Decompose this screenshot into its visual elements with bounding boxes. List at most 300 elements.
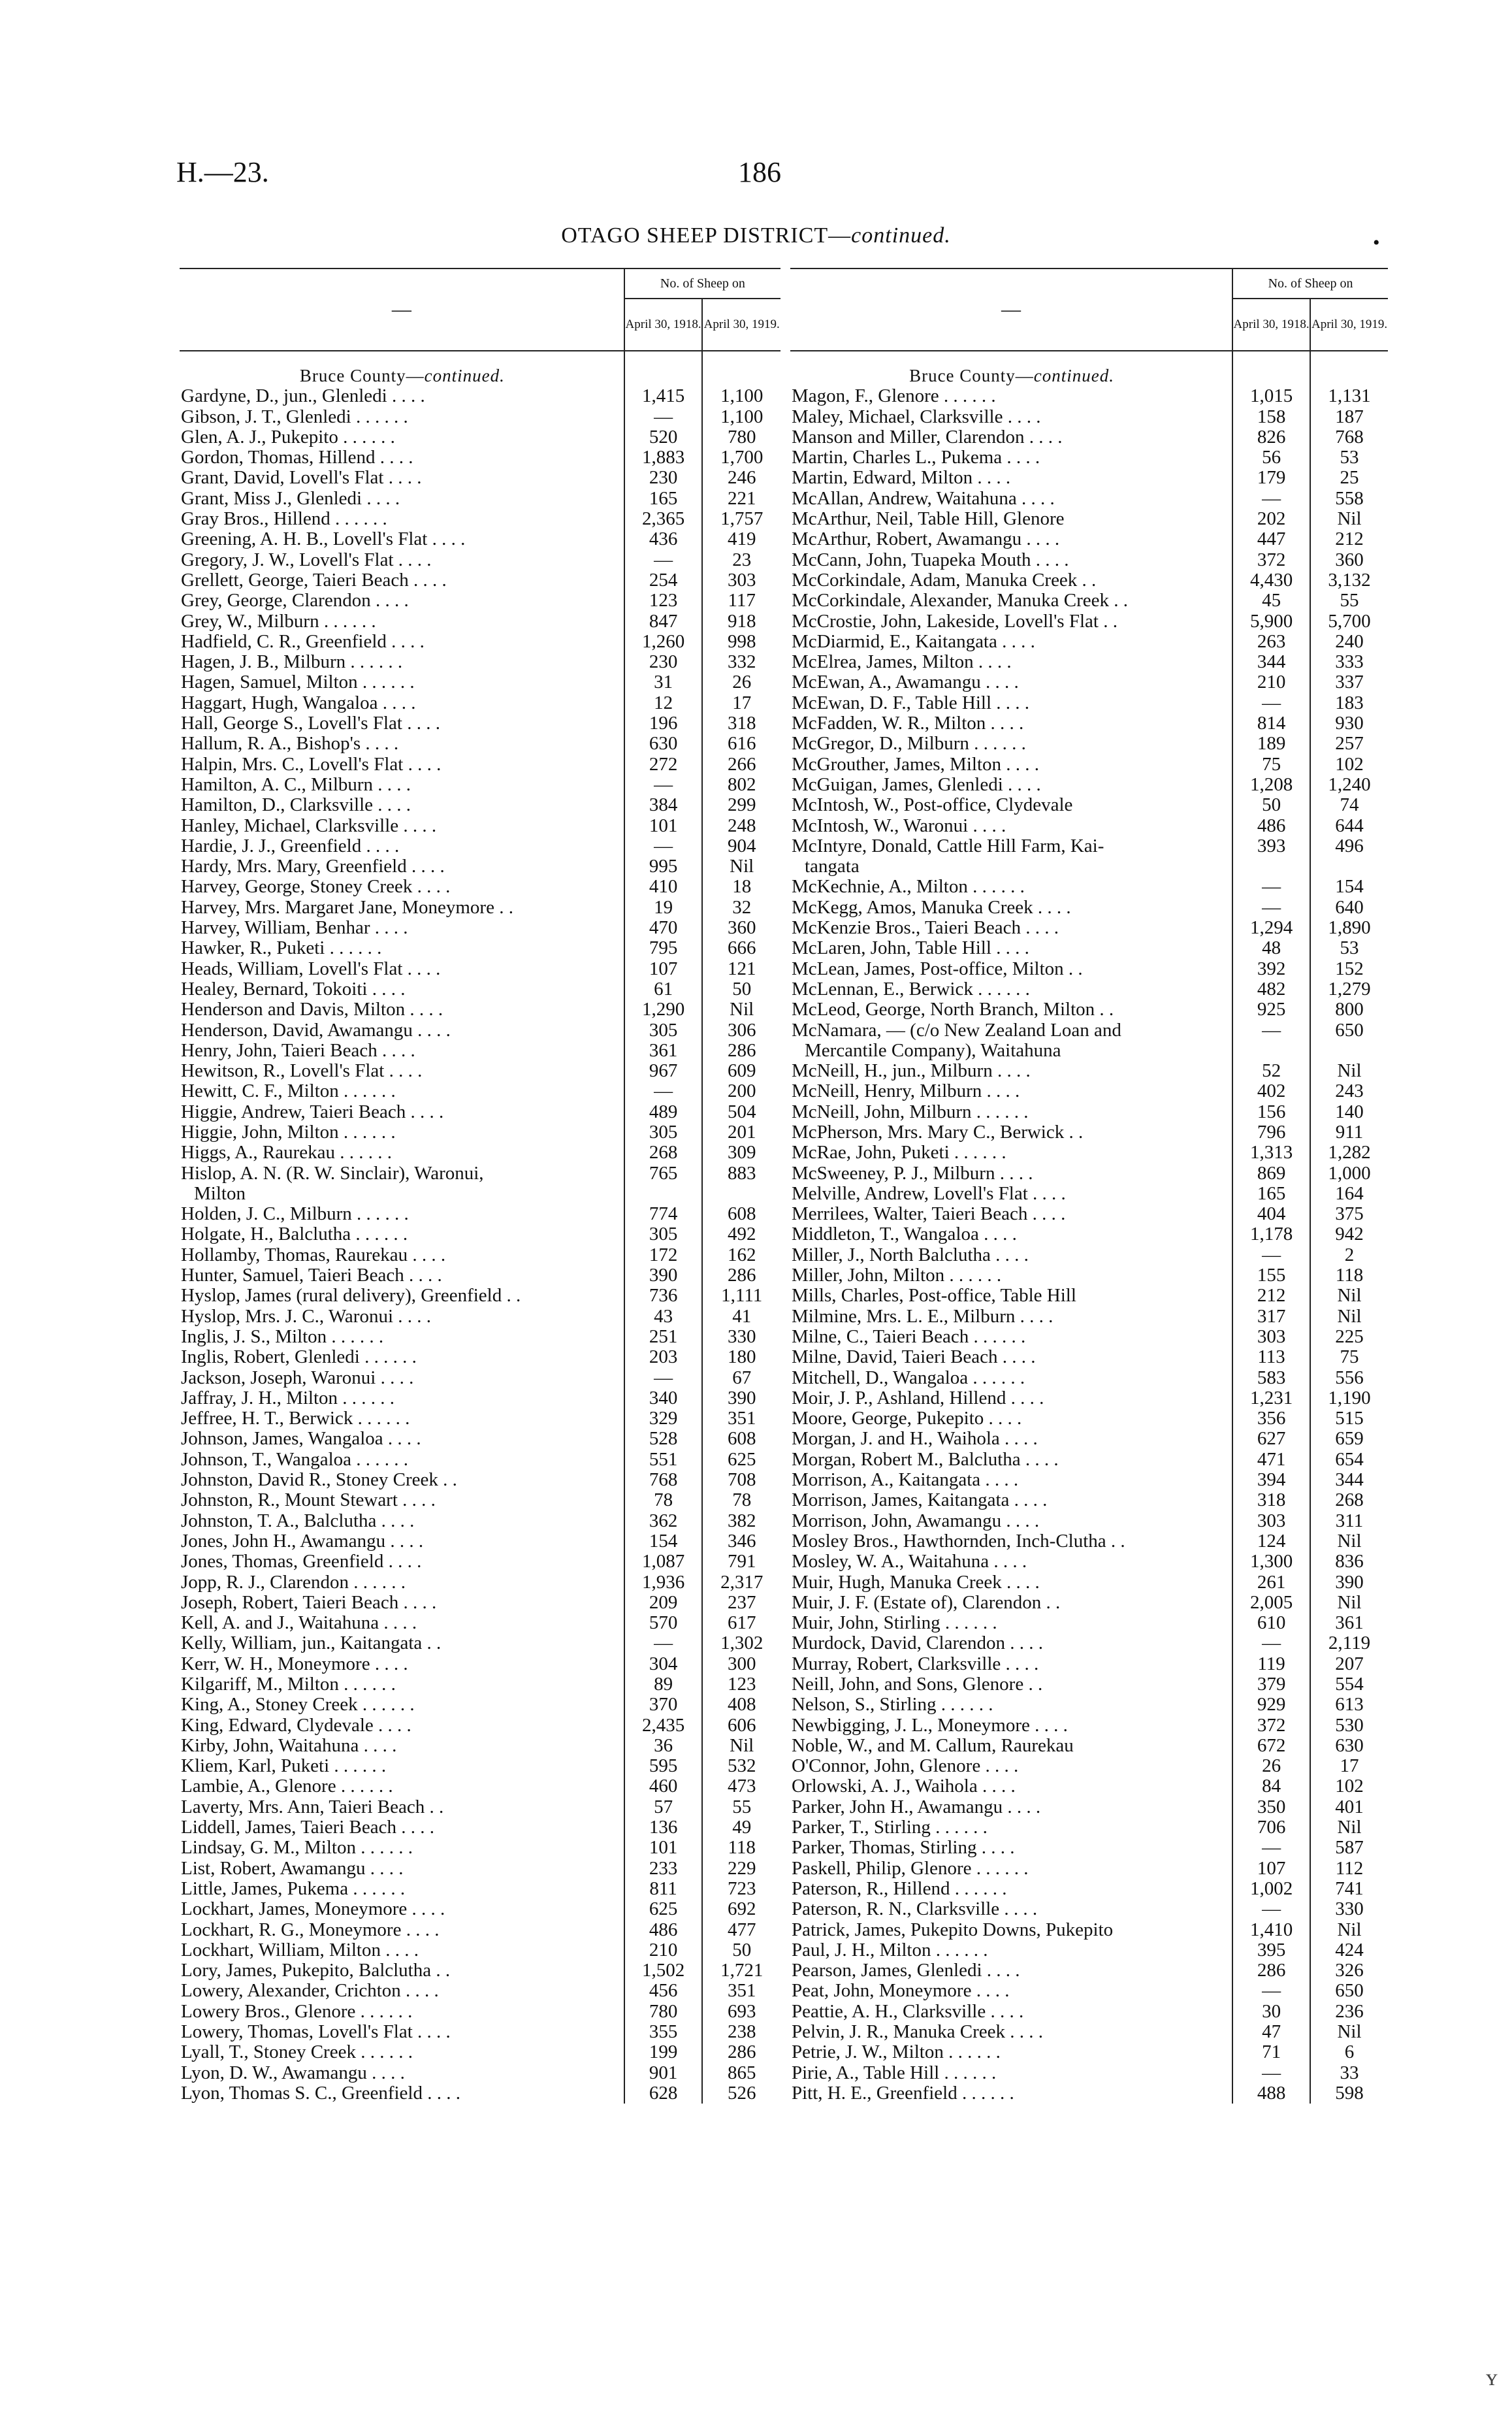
owner-name: Mills, Charles, Post-office, Table Hill: [792, 1286, 1076, 1307]
table-row: [790, 856, 1388, 877]
sheep-1918: 362: [624, 1511, 703, 1531]
owner-name: Grey, W., Milburn . . . . . .: [181, 611, 376, 632]
table-row: [180, 1041, 780, 1061]
table-row: [790, 1245, 1388, 1265]
table-row: [180, 2002, 780, 2022]
owner-name: McCrostie, John, Lakeside, Lovell's Flat . .: [792, 611, 1118, 632]
sheep-1918: 179: [1232, 468, 1310, 488]
table-row: [790, 1654, 1388, 1674]
owner-name: McGrouther, James, Milton . . . .: [792, 754, 1040, 775]
sheep-1919: 1,279: [1310, 979, 1388, 1000]
sheep-1919: 768: [1310, 427, 1388, 447]
sheep-1918: 551: [624, 1450, 703, 1470]
sheep-1919: 654: [1310, 1450, 1388, 1470]
table-row: [180, 2083, 780, 2104]
sheep-1918: 1,936: [624, 1572, 703, 1593]
sheep-1918: —: [1232, 1838, 1310, 1858]
sheep-1918: 230: [624, 652, 703, 672]
sheep-1918: 470: [624, 918, 703, 938]
table-row: [790, 1429, 1388, 1449]
owner-name: Mitchell, D., Wangaloa . . . . . .: [792, 1367, 1025, 1388]
owner-name: McIntosh, W., Waronui . . . .: [792, 815, 1006, 836]
sheep-1918: [624, 1184, 703, 1204]
owner-name: Petrie, J. W., Milton . . . . . .: [792, 2042, 1001, 2063]
sheep-1918: 165: [1232, 1184, 1310, 1204]
owner-name: McLennan, E., Berwick . . . . . .: [792, 979, 1030, 1000]
table-row: [180, 570, 780, 591]
sheep-1919: 515: [1310, 1408, 1388, 1429]
owner-name: McKechnie, A., Milton . . . . . .: [792, 877, 1025, 898]
owner-name: Johnston, T. A., Balclutha . . . .: [181, 1510, 415, 1531]
sheep-1918: 189: [1232, 734, 1310, 754]
table-row: [180, 1879, 780, 1899]
owner-name: Jaffray, J. H., Milton . . . . . .: [181, 1388, 395, 1408]
sheep-1918: 625: [624, 1899, 703, 1919]
sheep-1918: 379: [1232, 1674, 1310, 1695]
sheep-1918: 43: [624, 1307, 703, 1327]
table-row: [790, 1286, 1388, 1306]
sheep-1919: 554: [1310, 1674, 1388, 1695]
sheep-1919: 865: [702, 2063, 780, 2083]
owner-name: Milne, David, Taieri Beach . . . .: [792, 1347, 1036, 1368]
sheep-1919: 23: [702, 550, 780, 570]
sheep-1918: 136: [624, 1817, 703, 1838]
sheep-count-header: No. of Sheep on: [624, 268, 780, 299]
owner-name: Newbigging, J. L., Moneymore . . . .: [792, 1715, 1068, 1736]
table-row: [180, 1081, 780, 1101]
sheep-1918: 50: [1232, 795, 1310, 815]
owner-name: Hardy, Mrs. Mary, Greenfield . . . .: [181, 856, 445, 877]
owner-name: Johnson, T., Wangaloa . . . . . .: [181, 1449, 409, 1470]
table-row: [790, 447, 1388, 468]
owner-name: Morgan, Robert M., Balclutha . . . .: [792, 1449, 1059, 1470]
table-row: [790, 509, 1388, 529]
table-row: [790, 1981, 1388, 2001]
sheep-1919: 248: [702, 816, 780, 836]
sheep-1918: —: [624, 1368, 703, 1388]
year-1919-header: April 30, 1919.: [1310, 299, 1388, 351]
sheep-1919: 408: [702, 1695, 780, 1715]
sheep-1918: 154: [624, 1531, 703, 1552]
table-row: [790, 1593, 1388, 1613]
owner-name: Jones, Thomas, Greenfield . . . .: [181, 1552, 422, 1572]
table-row: [180, 1102, 780, 1122]
sheep-1918: —: [624, 550, 703, 570]
sheep-1918: 268: [624, 1143, 703, 1163]
right-table-body: [790, 351, 1388, 2104]
owner-name: Lowery Bros., Glenore . . . . . .: [181, 2001, 413, 2022]
table-row: [180, 816, 780, 836]
owner-name: Noble, W., and M. Callum, Raurekau: [792, 1735, 1074, 1756]
sheep-1918: 630: [624, 734, 703, 754]
owner-name: Muir, Hugh, Manuka Creek . . . .: [792, 1572, 1040, 1593]
owner-name: Maley, Michael, Clarksville . . . .: [792, 406, 1041, 427]
sheep-1918: 394: [1232, 1470, 1310, 1490]
sheep-1918: 107: [1232, 1859, 1310, 1879]
table-row: [790, 816, 1388, 836]
sheep-1918: 795: [624, 938, 703, 958]
sheep-1919: 266: [702, 755, 780, 775]
table-row: [790, 407, 1388, 427]
sheep-1919: 238: [702, 2022, 780, 2042]
table-row: [790, 1572, 1388, 1593]
sheep-1918: 627: [1232, 1429, 1310, 1449]
owner-name: Pitt, H. E., Greenfield . . . . . .: [792, 2083, 1014, 2104]
sheep-1919: 123: [702, 1674, 780, 1695]
owner-name: Hewitson, R., Lovell's Flat . . . .: [181, 1061, 423, 1082]
owner-name: Moir, J. P., Ashland, Hillend . . . .: [792, 1388, 1044, 1408]
table-row: [180, 529, 780, 549]
owner-name: Merrilees, Walter, Taieri Beach . . . .: [792, 1204, 1066, 1225]
sheep-1919: 609: [702, 1061, 780, 1081]
table-row: [790, 1143, 1388, 1163]
sheep-1919: 299: [702, 795, 780, 815]
sheep-1919: [1310, 1041, 1388, 1061]
sheep-1918: 172: [624, 1245, 703, 1265]
sheep-1918: 329: [624, 1408, 703, 1429]
owner-name: Muir, John, Stirling . . . . . .: [792, 1613, 997, 1634]
owner-name: Peat, John, Moneymore . . . .: [792, 1981, 1010, 2002]
sheep-1918: 1,410: [1232, 1920, 1310, 1940]
owner-name: Nelson, S., Stirling . . . . . .: [792, 1695, 993, 1716]
sheep-1919: 117: [702, 591, 780, 611]
sheep-1918: 774: [624, 1204, 703, 1224]
sheep-1918: 436: [624, 529, 703, 549]
sheep-1918: 210: [624, 1940, 703, 1960]
table-row: [180, 1613, 780, 1633]
table-row: [790, 1511, 1388, 1531]
owner-name: Gibson, J. T., Glenledi . . . . . .: [181, 406, 408, 427]
sheep-1918: 158: [1232, 407, 1310, 427]
sheep-1919: 154: [1310, 877, 1388, 897]
sheep-1919: 598: [1310, 2083, 1388, 2104]
sheep-1919: 791: [702, 1552, 780, 1572]
sheep-1918: [1232, 1041, 1310, 1061]
owner-name: McLeod, George, North Branch, Milton . .: [792, 1000, 1114, 1020]
owner-name: Hollamby, Thomas, Raurekau . . . .: [181, 1244, 446, 1265]
owner-name: McCann, John, Tuapeka Mouth . . . .: [792, 549, 1069, 570]
table-row: [790, 918, 1388, 938]
table-row: [790, 672, 1388, 692]
sheep-1918: 402: [1232, 1081, 1310, 1101]
sheep-1918: 356: [1232, 1408, 1310, 1429]
right-sheep-table: [790, 268, 1388, 2104]
sheep-1919: 942: [1310, 1224, 1388, 1244]
owner-name: Harvey, Mrs. Margaret Jane, Moneymore . .: [181, 897, 513, 918]
section-heading-row: [790, 351, 1388, 386]
table-row: [180, 856, 780, 877]
owner-name: Milton: [194, 1183, 246, 1204]
sheep-1918: 384: [624, 795, 703, 815]
table-row: [790, 877, 1388, 897]
sheep-1918: 869: [1232, 1163, 1310, 1184]
table-row: [790, 775, 1388, 795]
table-row: [180, 1859, 780, 1879]
sheep-1919: 608: [702, 1204, 780, 1224]
sheep-1919: 229: [702, 1859, 780, 1879]
owner-name: Gregory, J. W., Lovell's Flat . . . .: [181, 549, 432, 570]
sheep-1919: 1,111: [702, 1286, 780, 1306]
table-row: [790, 1000, 1388, 1020]
owner-name: Greening, A. H. B., Lovell's Flat . . . .: [181, 529, 466, 550]
sheep-1919: 526: [702, 2083, 780, 2104]
sheep-1918: 251: [624, 1327, 703, 1347]
sheep-1919: 221: [702, 489, 780, 509]
owner-name: Muir, J. F. (Estate of), Clarendon . .: [792, 1592, 1061, 1613]
sheep-1919: 1,757: [702, 509, 780, 529]
owner-name: Hamilton, A. C., Milburn . . . .: [181, 774, 411, 795]
owner-name: McNeill, Henry, Milburn . . . .: [792, 1081, 1020, 1102]
sheep-1918: 303: [1232, 1327, 1310, 1347]
sheep-1919: 55: [1310, 591, 1388, 611]
table-row: [180, 1307, 780, 1327]
owner-name: Higgie, Andrew, Taieri Beach . . . .: [181, 1101, 444, 1122]
sheep-1919: 303: [702, 570, 780, 591]
table-row: [180, 427, 780, 447]
sheep-1919: 2,317: [702, 1572, 780, 1593]
left-panel: [180, 268, 780, 2104]
sheep-1919: 1,721: [702, 1960, 780, 1981]
sheep-1919: 326: [1310, 1960, 1388, 1981]
owner-name: Henderson, David, Awamangu . . . .: [181, 1020, 451, 1041]
table-row: [790, 1450, 1388, 1470]
owner-name: Hadfield, C. R., Greenfield . . . .: [181, 631, 425, 652]
sheep-1918: 392: [1232, 959, 1310, 979]
sheep-1918: 199: [624, 2042, 703, 2062]
table-row: [180, 1122, 780, 1143]
owner-name: McAllan, Andrew, Waitahuna . . . .: [792, 488, 1055, 509]
sheep-1919: 112: [1310, 1859, 1388, 1879]
sheep-1919: 883: [702, 1163, 780, 1184]
owner-name: Henderson and Davis, Milton . . . .: [181, 1000, 443, 1020]
page-number: 186: [738, 156, 781, 188]
sheep-1919: 780: [702, 427, 780, 447]
owner-name: Johnson, James, Wangaloa . . . .: [181, 1429, 421, 1450]
sheep-1919: 183: [1310, 693, 1388, 713]
sheep-1918: 814: [1232, 713, 1310, 734]
sheep-1918: 156: [1232, 1102, 1310, 1122]
sheep-1919: 243: [1310, 1081, 1388, 1101]
sheep-1918: 19: [624, 898, 703, 918]
owner-name: Paul, J. H., Milton . . . . . .: [792, 1940, 988, 1960]
sheep-1918: 61: [624, 979, 703, 1000]
sheep-1918: 811: [624, 1879, 703, 1899]
owner-name: McRae, John, Puketi . . . . . .: [792, 1143, 1006, 1163]
sheep-1919: 802: [702, 775, 780, 795]
sheep-1919: 918: [702, 611, 780, 632]
sheep-1918: 1,294: [1232, 918, 1310, 938]
owner-name: Miller, J., North Balclutha . . . .: [792, 1244, 1029, 1265]
owner-name: McCorkindale, Alexander, Manuka Creek . .: [792, 591, 1129, 611]
owner-name: Lyon, Thomas S. C., Greenfield . . . .: [181, 2083, 460, 2104]
sheep-1919: 152: [1310, 959, 1388, 979]
sheep-1918: 361: [624, 1041, 703, 1061]
table-row: [790, 836, 1388, 856]
sheep-1918: 610: [1232, 1613, 1310, 1633]
sheep-1918: 796: [1232, 1122, 1310, 1143]
owner-name: Morrison, A., Kaitangata . . . .: [792, 1470, 1019, 1491]
sheep-1918: 196: [624, 713, 703, 734]
owner-name: McArthur, Robert, Awamangu . . . .: [792, 529, 1060, 550]
owner-name: Miller, John, Milton . . . . . .: [792, 1265, 1002, 1286]
owner-name: Kelly, William, jun., Kaitangata . .: [181, 1633, 442, 1654]
owner-name: McKegg, Amos, Manuka Creek . . . .: [792, 897, 1071, 918]
owner-name: Morgan, J. and H., Waihola . . . .: [792, 1429, 1038, 1450]
owner-name: Patrick, James, Pukepito Downs, Pukepito: [792, 1919, 1114, 1940]
owner-name: McEwan, D. F., Table Hill . . . .: [792, 692, 1030, 713]
sheep-1918: 488: [1232, 2083, 1310, 2104]
sheep-1918: 233: [624, 1859, 703, 1879]
table-row: [180, 468, 780, 488]
sheep-1919: 74: [1310, 795, 1388, 815]
owner-name: McSweeney, P. J., Milburn . . . .: [792, 1163, 1033, 1184]
sheep-1919: 556: [1310, 1368, 1388, 1388]
table-row: [180, 652, 780, 672]
title-continued: continued.: [851, 223, 951, 248]
sheep-1919: 337: [1310, 672, 1388, 692]
sheep-1918: 826: [1232, 427, 1310, 447]
owner-name: Hyslop, James (rural delivery), Greenfield . .: [181, 1286, 521, 1307]
table-row: [790, 529, 1388, 549]
table-row: [790, 1552, 1388, 1572]
sheep-1918: 101: [624, 816, 703, 836]
owner-name: Pelvin, J. R., Manuka Creek . . . .: [792, 2022, 1044, 2043]
table-row: [180, 755, 780, 775]
table-row: [790, 1122, 1388, 1143]
sheep-1919: 630: [1310, 1736, 1388, 1756]
section-heading: [180, 351, 624, 386]
owner-name: McDiarmid, E., Kaitangata . . . .: [792, 631, 1035, 652]
table-row: [790, 1960, 1388, 1981]
sheep-1918: 2,005: [1232, 1593, 1310, 1613]
table-row: [180, 1674, 780, 1695]
section-heading-continued: continued.: [424, 366, 505, 385]
table-row: [180, 1511, 780, 1531]
owner-name: McGregor, D., Milburn . . . . . .: [792, 734, 1026, 755]
table-row: [790, 1736, 1388, 1756]
sheep-1918: 47: [1232, 2022, 1310, 2042]
owner-name: Lockhart, James, Moneymore . . . .: [181, 1899, 445, 1920]
table-row: [180, 1470, 780, 1490]
table-row: [790, 1388, 1388, 1408]
table-row: [180, 1286, 780, 1306]
sheep-1919: 1,100: [702, 386, 780, 406]
sheep-1919: 504: [702, 1102, 780, 1122]
sheep-1919: 1,302: [702, 1633, 780, 1653]
sheep-1918: 26: [1232, 1756, 1310, 1776]
sheep-1918: 1,178: [1232, 1224, 1310, 1244]
owner-name: Liddell, James, Taieri Beach . . . .: [181, 1817, 435, 1838]
sheep-1919: 477: [702, 1920, 780, 1940]
sheep-1918: 736: [624, 1286, 703, 1306]
table-row: [180, 1654, 780, 1674]
owner-name: Milne, C., Taieri Beach . . . . . .: [792, 1326, 1026, 1347]
owner-name: Lyall, T., Stoney Creek . . . . . .: [181, 2042, 413, 2063]
table-row: [180, 979, 780, 1000]
sheep-1919: 419: [702, 529, 780, 549]
sheep-1918: 101: [624, 1838, 703, 1858]
year-1918-header: April 30, 1918.: [1232, 299, 1310, 351]
table-row: [180, 1347, 780, 1367]
sheep-1919: 318: [702, 713, 780, 734]
table-row: [180, 959, 780, 979]
table-row: [180, 1776, 780, 1797]
table-row: [180, 775, 780, 795]
table-row: [180, 1572, 780, 1593]
sheep-1918: 4,430: [1232, 570, 1310, 591]
section-spacer-1919: [1310, 351, 1388, 386]
sheep-1919: 121: [702, 959, 780, 979]
owner-name: Jackson, Joseph, Waronui . . . .: [181, 1367, 414, 1388]
owner-name: McNeill, H., jun., Milburn . . . .: [792, 1061, 1031, 1082]
sheep-1918: 1,502: [624, 1960, 703, 1981]
sheep-1918: 1,260: [624, 632, 703, 652]
table-row: [790, 1776, 1388, 1797]
sheep-1919: 306: [702, 1020, 780, 1041]
table-row: [790, 713, 1388, 734]
table-row: [790, 1061, 1388, 1081]
sheep-1919: 530: [1310, 1716, 1388, 1736]
table-row: [790, 611, 1388, 632]
sheep-1919: Nil: [1310, 2022, 1388, 2042]
owner-name: Murray, Robert, Clarksville . . . .: [792, 1653, 1039, 1674]
sheep-1918: 847: [624, 611, 703, 632]
sheep-1918: 706: [1232, 1817, 1310, 1838]
table-row: [790, 1204, 1388, 1224]
sheep-1918: 456: [624, 1981, 703, 2001]
table-row: [180, 1368, 780, 1388]
table-row: [180, 1593, 780, 1613]
sheep-1918: 1,015: [1232, 386, 1310, 406]
sheep-1919: 911: [1310, 1122, 1388, 1143]
owner-name: Martin, Charles L., Pukema . . . .: [792, 447, 1040, 468]
sheep-1919: 201: [702, 1122, 780, 1143]
owner-name: McFadden, W. R., Milton . . . .: [792, 713, 1024, 734]
owner-name: Kirby, John, Waitahuna . . . .: [181, 1735, 397, 1756]
owner-name: Hagen, J. B., Milburn . . . . . .: [181, 652, 403, 673]
page-title: [0, 223, 1512, 248]
table-row: [180, 1920, 780, 1940]
owner-name: Mercantile Company), Waitahuna: [805, 1040, 1061, 1061]
table-row: [790, 1633, 1388, 1653]
table-row: [180, 1899, 780, 1919]
sheep-1919: 102: [1310, 1776, 1388, 1797]
table-row: [790, 1756, 1388, 1776]
sheep-1918: 123: [624, 591, 703, 611]
table-row: [180, 632, 780, 652]
table-row: [180, 693, 780, 713]
sheep-1918: 340: [624, 1388, 703, 1408]
sheep-1919: Nil: [702, 1000, 780, 1020]
table-row: [180, 1695, 780, 1715]
table-row: [180, 918, 780, 938]
sheep-1919: 2: [1310, 1245, 1388, 1265]
owner-name: Kerr, W. H., Moneymore . . . .: [181, 1653, 408, 1674]
table-row: [790, 386, 1388, 406]
owner-name: Middleton, T., Wangaloa . . . .: [792, 1224, 1017, 1245]
table-row: [180, 1163, 780, 1184]
table-row: [180, 447, 780, 468]
sheep-1918: 768: [624, 1470, 703, 1490]
owner-name: McIntyre, Donald, Cattle Hill Farm, Kai-: [792, 836, 1104, 856]
owner-name: Lockhart, William, Milton . . . .: [181, 1940, 419, 1960]
table-row: [180, 1408, 780, 1429]
sheep-1918: 89: [624, 1674, 703, 1695]
sheep-1918: —: [1232, 1899, 1310, 1919]
sheep-1919: 616: [702, 734, 780, 754]
owner-name: Higgie, John, Milton . . . . . .: [181, 1122, 396, 1143]
owner-name: Harvey, William, Benhar . . . .: [181, 918, 408, 939]
